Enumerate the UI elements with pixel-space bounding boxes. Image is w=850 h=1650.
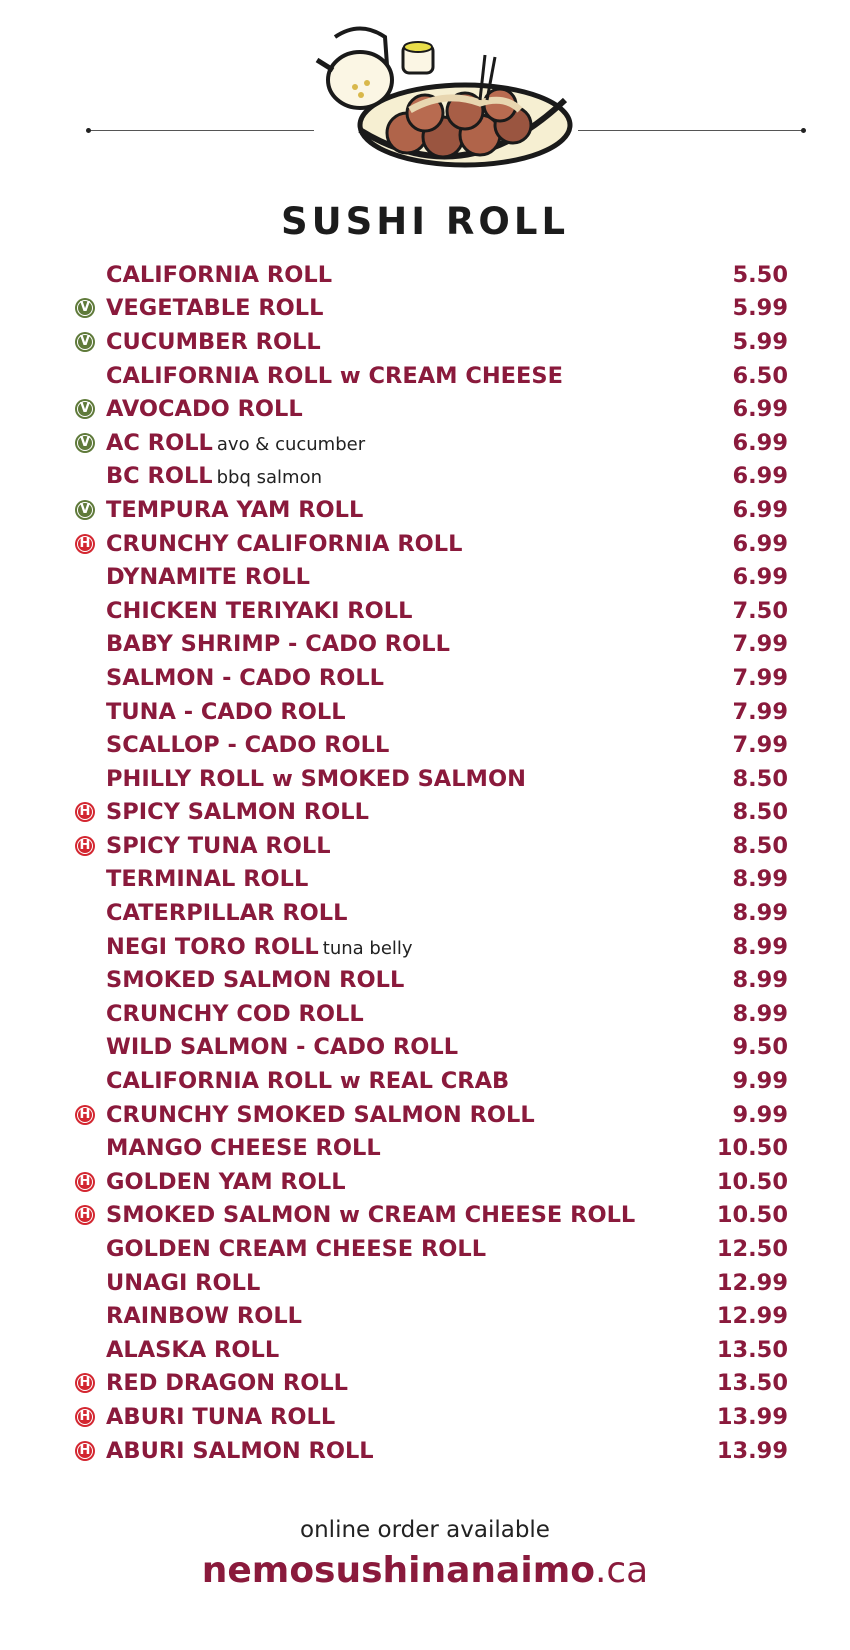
menu-item-title: TEMPURA YAM ROLL xyxy=(106,496,364,523)
menu-item xyxy=(72,1098,788,1132)
menu-item-title: DYNAMITE ROLL xyxy=(106,564,311,591)
menu-item-price: 5.99 xyxy=(732,328,788,355)
menu-item-name xyxy=(106,833,331,859)
menu-item-name xyxy=(106,732,389,758)
menu-item xyxy=(72,1131,788,1165)
menu-item xyxy=(72,1199,788,1233)
menu-item-price: 10.50 xyxy=(716,1168,788,1195)
menu-item-price: 6.99 xyxy=(732,463,788,490)
menu-item xyxy=(72,1232,788,1266)
menu-item-price: 9.99 xyxy=(732,1101,788,1128)
menu-item-name xyxy=(106,497,363,523)
online-order-text: online order available xyxy=(300,1517,550,1543)
menu-item-name xyxy=(106,1438,374,1464)
menu-item-price: 13.50 xyxy=(716,1370,788,1397)
menu-item-price: 9.99 xyxy=(732,1068,788,1095)
menu-item xyxy=(72,493,788,527)
menu-item-title: WILD SALMON - CADO ROLL xyxy=(106,1034,459,1061)
menu-item-name xyxy=(106,1102,535,1128)
menu-item-title: CALIFORNIA ROLL w REAL CRAB xyxy=(106,1068,510,1095)
menu-item-title: TERMINAL ROLL xyxy=(106,866,309,893)
menu-item-price: 12.99 xyxy=(716,1269,788,1296)
menu-item-price: 5.99 xyxy=(732,295,788,322)
menu-item-title: PHILLY ROLL w SMOKED SALMON xyxy=(106,765,526,792)
menu-item xyxy=(72,1400,788,1434)
menu-item-price: 13.99 xyxy=(716,1403,788,1430)
menu-list xyxy=(72,258,788,1467)
menu-item xyxy=(72,325,788,359)
menu-item-title: RAINBOW ROLL xyxy=(106,1303,302,1330)
menu-item-price: 10.50 xyxy=(716,1202,788,1229)
menu-item-title: SCALLOP - CADO ROLL xyxy=(106,732,390,759)
menu-item-name xyxy=(106,900,347,926)
menu-item-price: 8.50 xyxy=(732,832,788,859)
menu-item-name xyxy=(106,699,346,725)
menu-item-title: CUCUMBER ROLL xyxy=(106,328,321,355)
menu-item-name xyxy=(106,564,310,590)
menu-item-price: 12.50 xyxy=(716,1236,788,1263)
menu-item-price: 7.50 xyxy=(732,597,788,624)
menu-item-title: NEGI TORO ROLL xyxy=(106,933,319,960)
menu-item xyxy=(72,863,788,897)
menu-item-title: BABY SHRIMP - CADO ROLL xyxy=(106,631,450,658)
vegetarian-icon: V xyxy=(75,298,95,318)
menu-item-description: avo & cucumber xyxy=(216,433,366,455)
menu-item xyxy=(72,930,788,964)
menu-item-title: SMOKED SALMON w CREAM CHEESE ROLL xyxy=(106,1202,636,1229)
menu-item xyxy=(72,695,788,729)
website-domain: nemosushinanaimo xyxy=(201,1550,595,1591)
menu-item-name xyxy=(106,463,322,489)
menu-item-name xyxy=(106,363,563,389)
menu-item-name xyxy=(106,1034,458,1060)
menu-item-title: SPICY SALMON ROLL xyxy=(106,799,369,826)
menu-item xyxy=(72,1031,788,1065)
menu-item xyxy=(72,1064,788,1098)
menu-item-title: CRUNCHY COD ROLL xyxy=(106,1000,364,1027)
menu-item-price: 7.99 xyxy=(732,732,788,759)
menu-item-price: 7.99 xyxy=(732,698,788,725)
menu-item xyxy=(72,1333,788,1367)
menu-item-price: 8.99 xyxy=(732,933,788,960)
hot-icon: H xyxy=(75,1172,95,1192)
menu-item xyxy=(72,1367,788,1401)
menu-item-name xyxy=(106,934,413,960)
menu-item-price: 8.50 xyxy=(732,765,788,792)
menu-item-name xyxy=(106,1370,348,1396)
menu-item-price: 6.99 xyxy=(732,429,788,456)
menu-item-price: 6.99 xyxy=(732,496,788,523)
menu-item-name xyxy=(106,329,321,355)
hot-icon: H xyxy=(75,802,95,822)
menu-item-title: SALMON - CADO ROLL xyxy=(106,664,384,691)
menu-item-name xyxy=(106,598,412,624)
menu-item-name xyxy=(106,866,308,892)
menu-item-title: SMOKED SALMON ROLL xyxy=(106,967,405,994)
vegetarian-icon: V xyxy=(75,399,95,419)
menu-item-name xyxy=(106,1303,302,1329)
menu-item xyxy=(72,628,788,662)
menu-item xyxy=(72,426,788,460)
menu-item xyxy=(72,560,788,594)
menu-item-name xyxy=(106,631,450,657)
menu-item-title: BC ROLL xyxy=(106,463,213,490)
menu-item-name xyxy=(106,1270,260,1296)
menu-item-description: tuna belly xyxy=(322,937,413,959)
menu-item-price: 9.50 xyxy=(732,1034,788,1061)
vegetarian-icon: V xyxy=(75,500,95,520)
menu-item xyxy=(72,728,788,762)
menu-item xyxy=(72,460,788,494)
website-tld: .ca xyxy=(594,1550,649,1591)
menu-item-price: 13.50 xyxy=(716,1336,788,1363)
hot-icon: H xyxy=(75,534,95,554)
menu-item-name xyxy=(106,1404,335,1430)
left-divider xyxy=(88,130,314,131)
website-link[interactable] xyxy=(0,1550,850,1591)
section-title: SUSHI ROLL xyxy=(280,200,570,243)
menu-item-name xyxy=(106,531,462,557)
menu-item xyxy=(72,1299,788,1333)
menu-item-title: TUNA - CADO ROLL xyxy=(106,698,346,725)
menu-item-price: 6.99 xyxy=(732,530,788,557)
teapot-takoyaki-illustration xyxy=(315,25,575,180)
menu-item-name xyxy=(106,430,365,456)
menu-item xyxy=(72,1434,788,1468)
vegetarian-icon: V xyxy=(75,433,95,453)
menu-item-price: 6.50 xyxy=(732,362,788,389)
menu-item-price: 8.50 xyxy=(732,799,788,826)
hot-icon: H xyxy=(75,1407,95,1427)
menu-item-name xyxy=(106,396,303,422)
menu-item-price: 12.99 xyxy=(716,1303,788,1330)
menu-item xyxy=(72,762,788,796)
menu-item-title: ABURI TUNA ROLL xyxy=(106,1403,336,1430)
menu-item-title: RED DRAGON ROLL xyxy=(106,1370,349,1397)
menu-item-price: 13.99 xyxy=(716,1437,788,1464)
menu-item xyxy=(72,997,788,1031)
menu-item-name xyxy=(106,665,384,691)
menu-item xyxy=(72,292,788,326)
menu-item-name xyxy=(106,295,323,321)
menu-item-price: 8.99 xyxy=(732,866,788,893)
menu-item-title: CRUNCHY SMOKED SALMON ROLL xyxy=(106,1101,535,1128)
hot-icon: H xyxy=(75,1105,95,1125)
menu-item-title: ABURI SALMON ROLL xyxy=(106,1437,374,1464)
menu-item-name xyxy=(106,1068,509,1094)
menu-item-title: CHICKEN TERIYAKI ROLL xyxy=(106,597,413,624)
menu-item-title: GOLDEN YAM ROLL xyxy=(106,1168,346,1195)
menu-item-title: AVOCADO ROLL xyxy=(106,396,303,423)
menu-item-name xyxy=(106,1135,381,1161)
divider-dot xyxy=(86,128,91,133)
menu-item-title: GOLDEN CREAM CHEESE ROLL xyxy=(106,1236,487,1263)
menu-item xyxy=(72,527,788,561)
right-divider xyxy=(578,130,804,131)
menu-item xyxy=(72,594,788,628)
menu-item-title: AC ROLL xyxy=(106,429,213,456)
hot-icon: H xyxy=(75,836,95,856)
menu-item-title: MANGO CHEESE ROLL xyxy=(106,1135,381,1162)
menu-item xyxy=(72,1266,788,1300)
menu-item xyxy=(72,392,788,426)
menu-item-name xyxy=(106,1001,364,1027)
menu-item-price: 5.50 xyxy=(732,261,788,288)
menu-item-title: UNAGI ROLL xyxy=(106,1269,261,1296)
hot-icon: H xyxy=(75,1373,95,1393)
menu-item xyxy=(72,796,788,830)
hot-icon: H xyxy=(75,1205,95,1225)
menu-item-title: ALASKA ROLL xyxy=(106,1336,280,1363)
menu-item-name xyxy=(106,262,332,288)
menu-item-title: CALIFORNIA ROLL xyxy=(106,261,333,288)
menu-item-title: CATERPILLAR ROLL xyxy=(106,900,348,927)
menu-item-name xyxy=(106,766,526,792)
menu-item-title: VEGETABLE ROLL xyxy=(106,295,324,322)
menu-item-price: 7.99 xyxy=(732,664,788,691)
menu-item-name xyxy=(106,1337,279,1363)
menu-item-name xyxy=(106,1202,635,1228)
menu-item xyxy=(72,359,788,393)
menu-item-title: SPICY TUNA ROLL xyxy=(106,832,331,859)
menu-item-description: bbq salmon xyxy=(216,467,322,489)
menu-item xyxy=(72,829,788,863)
menu-item-price: 8.99 xyxy=(732,900,788,927)
menu-item-name xyxy=(106,1169,346,1195)
menu-item-price: 8.99 xyxy=(732,1000,788,1027)
menu-item-price: 10.50 xyxy=(716,1135,788,1162)
menu-item-name xyxy=(106,1236,486,1262)
menu-item-name xyxy=(106,799,369,825)
vegetarian-icon: V xyxy=(75,332,95,352)
menu-item-price: 6.99 xyxy=(732,396,788,423)
menu-item xyxy=(72,963,788,997)
menu-item xyxy=(72,258,788,292)
menu-item xyxy=(72,1165,788,1199)
menu-item xyxy=(72,661,788,695)
menu-item-title: CALIFORNIA ROLL w CREAM CHEESE xyxy=(106,362,563,389)
menu-item-title: CRUNCHY CALIFORNIA ROLL xyxy=(106,530,463,557)
hot-icon: H xyxy=(75,1441,95,1461)
menu-item-price: 6.99 xyxy=(732,564,788,591)
menu-item-price: 7.99 xyxy=(732,631,788,658)
menu-item-name xyxy=(106,967,404,993)
divider-dot xyxy=(801,128,806,133)
menu-item xyxy=(72,896,788,930)
menu-item-price: 8.99 xyxy=(732,967,788,994)
header xyxy=(0,0,850,190)
